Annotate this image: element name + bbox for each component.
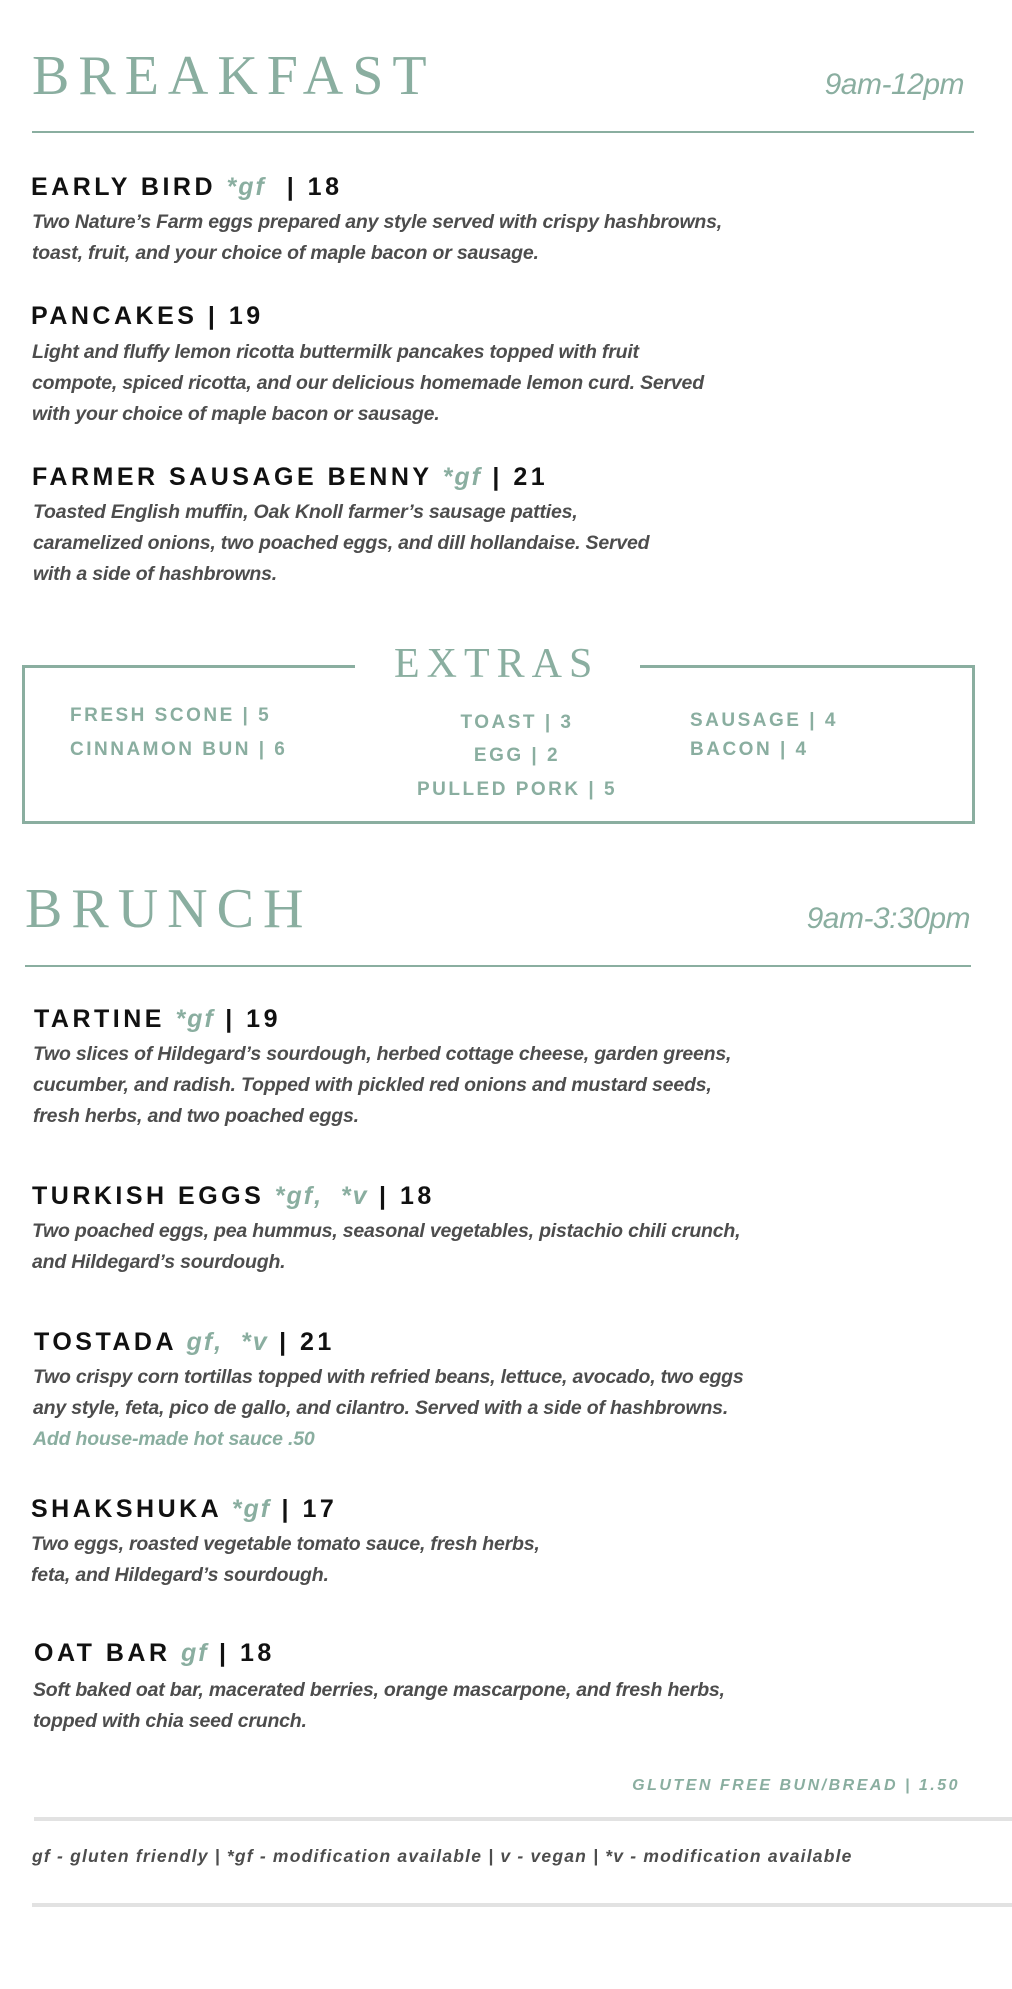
item-tag: *gf [175,1005,215,1033]
item-addon-note: Add house-made hot sauce .50 [33,1428,315,1450]
item-name: SHAKSHUKA [31,1495,222,1523]
extra-item: PULLED PORK | 5 [416,779,618,800]
extra-item: EGG | 2 [473,745,561,766]
brunch-title: BRUNCH [25,878,313,940]
item-tag: gf, *v [186,1328,269,1356]
menu-item-title [34,1004,281,1034]
footer-divider [32,1903,1012,1907]
desc-line: any style, feta, pico de gallo, and cilantro. Served with a side of hashbrowns. [33,1397,729,1419]
item-name: TOSTADA [34,1328,177,1356]
breakfast-hours: 9am-12pm [824,68,964,101]
brunch-hours: 9am-3:30pm [806,902,970,935]
desc-line: Two Nature’s Farm eggs prepared any style served with crispy hashbrowns, [32,211,722,233]
desc-line: Two crispy corn tortillas topped with refried beans, lettuce, avocado, two eggs [33,1366,744,1388]
item-name: TURKISH EGGS [32,1182,265,1210]
desc-line: with a side of hashbrowns. [33,563,277,585]
footer-divider [34,1817,1012,1821]
desc-line: feta, and Hildegard’s sourdough. [31,1564,329,1586]
menu-item-description [31,1529,540,1591]
item-tag: gf [180,1639,209,1667]
item-price: | 19 [225,1005,281,1033]
menu-item-title [34,1327,335,1357]
menu-item-description [33,1039,731,1132]
menu-item-title [34,1638,275,1668]
menu-item-title [31,1494,337,1524]
menu-item-description [32,337,704,430]
item-name: PANCAKES [31,302,198,330]
desc-line: cucumber, and radish. Topped with pickled red onions and mustard seeds, [33,1074,712,1096]
divider [25,965,971,967]
desc-line: Toasted English muffin, Oak Knoll farmer’s sausage patties, [33,501,578,523]
item-price: | 19 [207,302,264,330]
breakfast-title: BREAKFAST [32,45,436,107]
extra-item: FRESH SCONE | 5 [70,705,272,726]
extra-item: BACON | 4 [690,739,809,760]
extra-item: CINNAMON BUN | 6 [70,739,288,760]
divider [32,131,974,133]
item-price: | 21 [492,463,549,491]
desc-line: caramelized onions, two poached eggs, and dill hollandaise. Served [33,532,650,554]
desc-line: topped with chia seed crunch. [33,1710,307,1732]
item-name: OAT BAR [34,1639,171,1667]
extra-item: SAUSAGE | 4 [690,710,838,731]
menu-item-description [32,1216,740,1278]
menu-item-description [33,1675,725,1737]
menu-item-title [31,301,264,331]
menu-item-description [33,497,649,590]
item-tag: *gf [442,463,482,491]
desc-line: Light and fluffy lemon ricotta buttermilk pancakes topped with fruit [32,341,639,363]
item-name: TARTINE [34,1005,165,1033]
item-name: FARMER SAUSAGE BENNY [32,463,433,491]
desc-line: Two poached eggs, pea hummus, seasonal vegetables, pistachio chili crunch, [32,1220,741,1242]
gluten-free-bun-note: GLUTEN FREE BUN/BREAD | 1.50 [632,1777,960,1794]
menu-item-description [32,207,722,269]
item-price: | 21 [279,1328,335,1356]
dietary-legend: gf - gluten friendly | *gf - modification available | v - vegan | *v - modification available [32,1846,853,1866]
menu-item-title [31,172,342,202]
extras-title: EXTRAS [394,641,600,687]
item-price: | 18 [219,1639,275,1667]
item-tag: *gf [226,173,266,201]
item-price: | 17 [281,1495,338,1523]
item-name: EARLY BIRD [31,173,217,201]
desc-line: and Hildegard’s sourdough. [32,1251,286,1273]
desc-line: fresh herbs, and two poached eggs. [33,1105,359,1127]
item-price: | 18 [286,173,343,201]
extra-item: TOAST | 3 [460,712,574,733]
menu-item-title [32,1181,435,1211]
item-price: | 18 [379,1182,435,1210]
desc-line: Two eggs, roasted vegetable tomato sauce, fresh herbs, [31,1533,540,1555]
menu-item-description [33,1362,744,1455]
desc-line: Two slices of Hildegard’s sourdough, herbed cottage cheese, garden greens, [33,1043,732,1065]
desc-line: with your choice of maple bacon or sausage. [32,403,440,425]
item-tag: *gf, *v [274,1182,369,1210]
desc-line: toast, fruit, and your choice of maple bacon or sausage. [32,242,539,264]
desc-line: compote, spiced ricotta, and our delicious homemade lemon curd. Served [32,372,704,394]
menu-item-title [32,462,548,492]
item-tag: *gf [231,1495,272,1523]
desc-line: Soft baked oat bar, macerated berries, orange mascarpone, and fresh herbs, [33,1679,725,1701]
